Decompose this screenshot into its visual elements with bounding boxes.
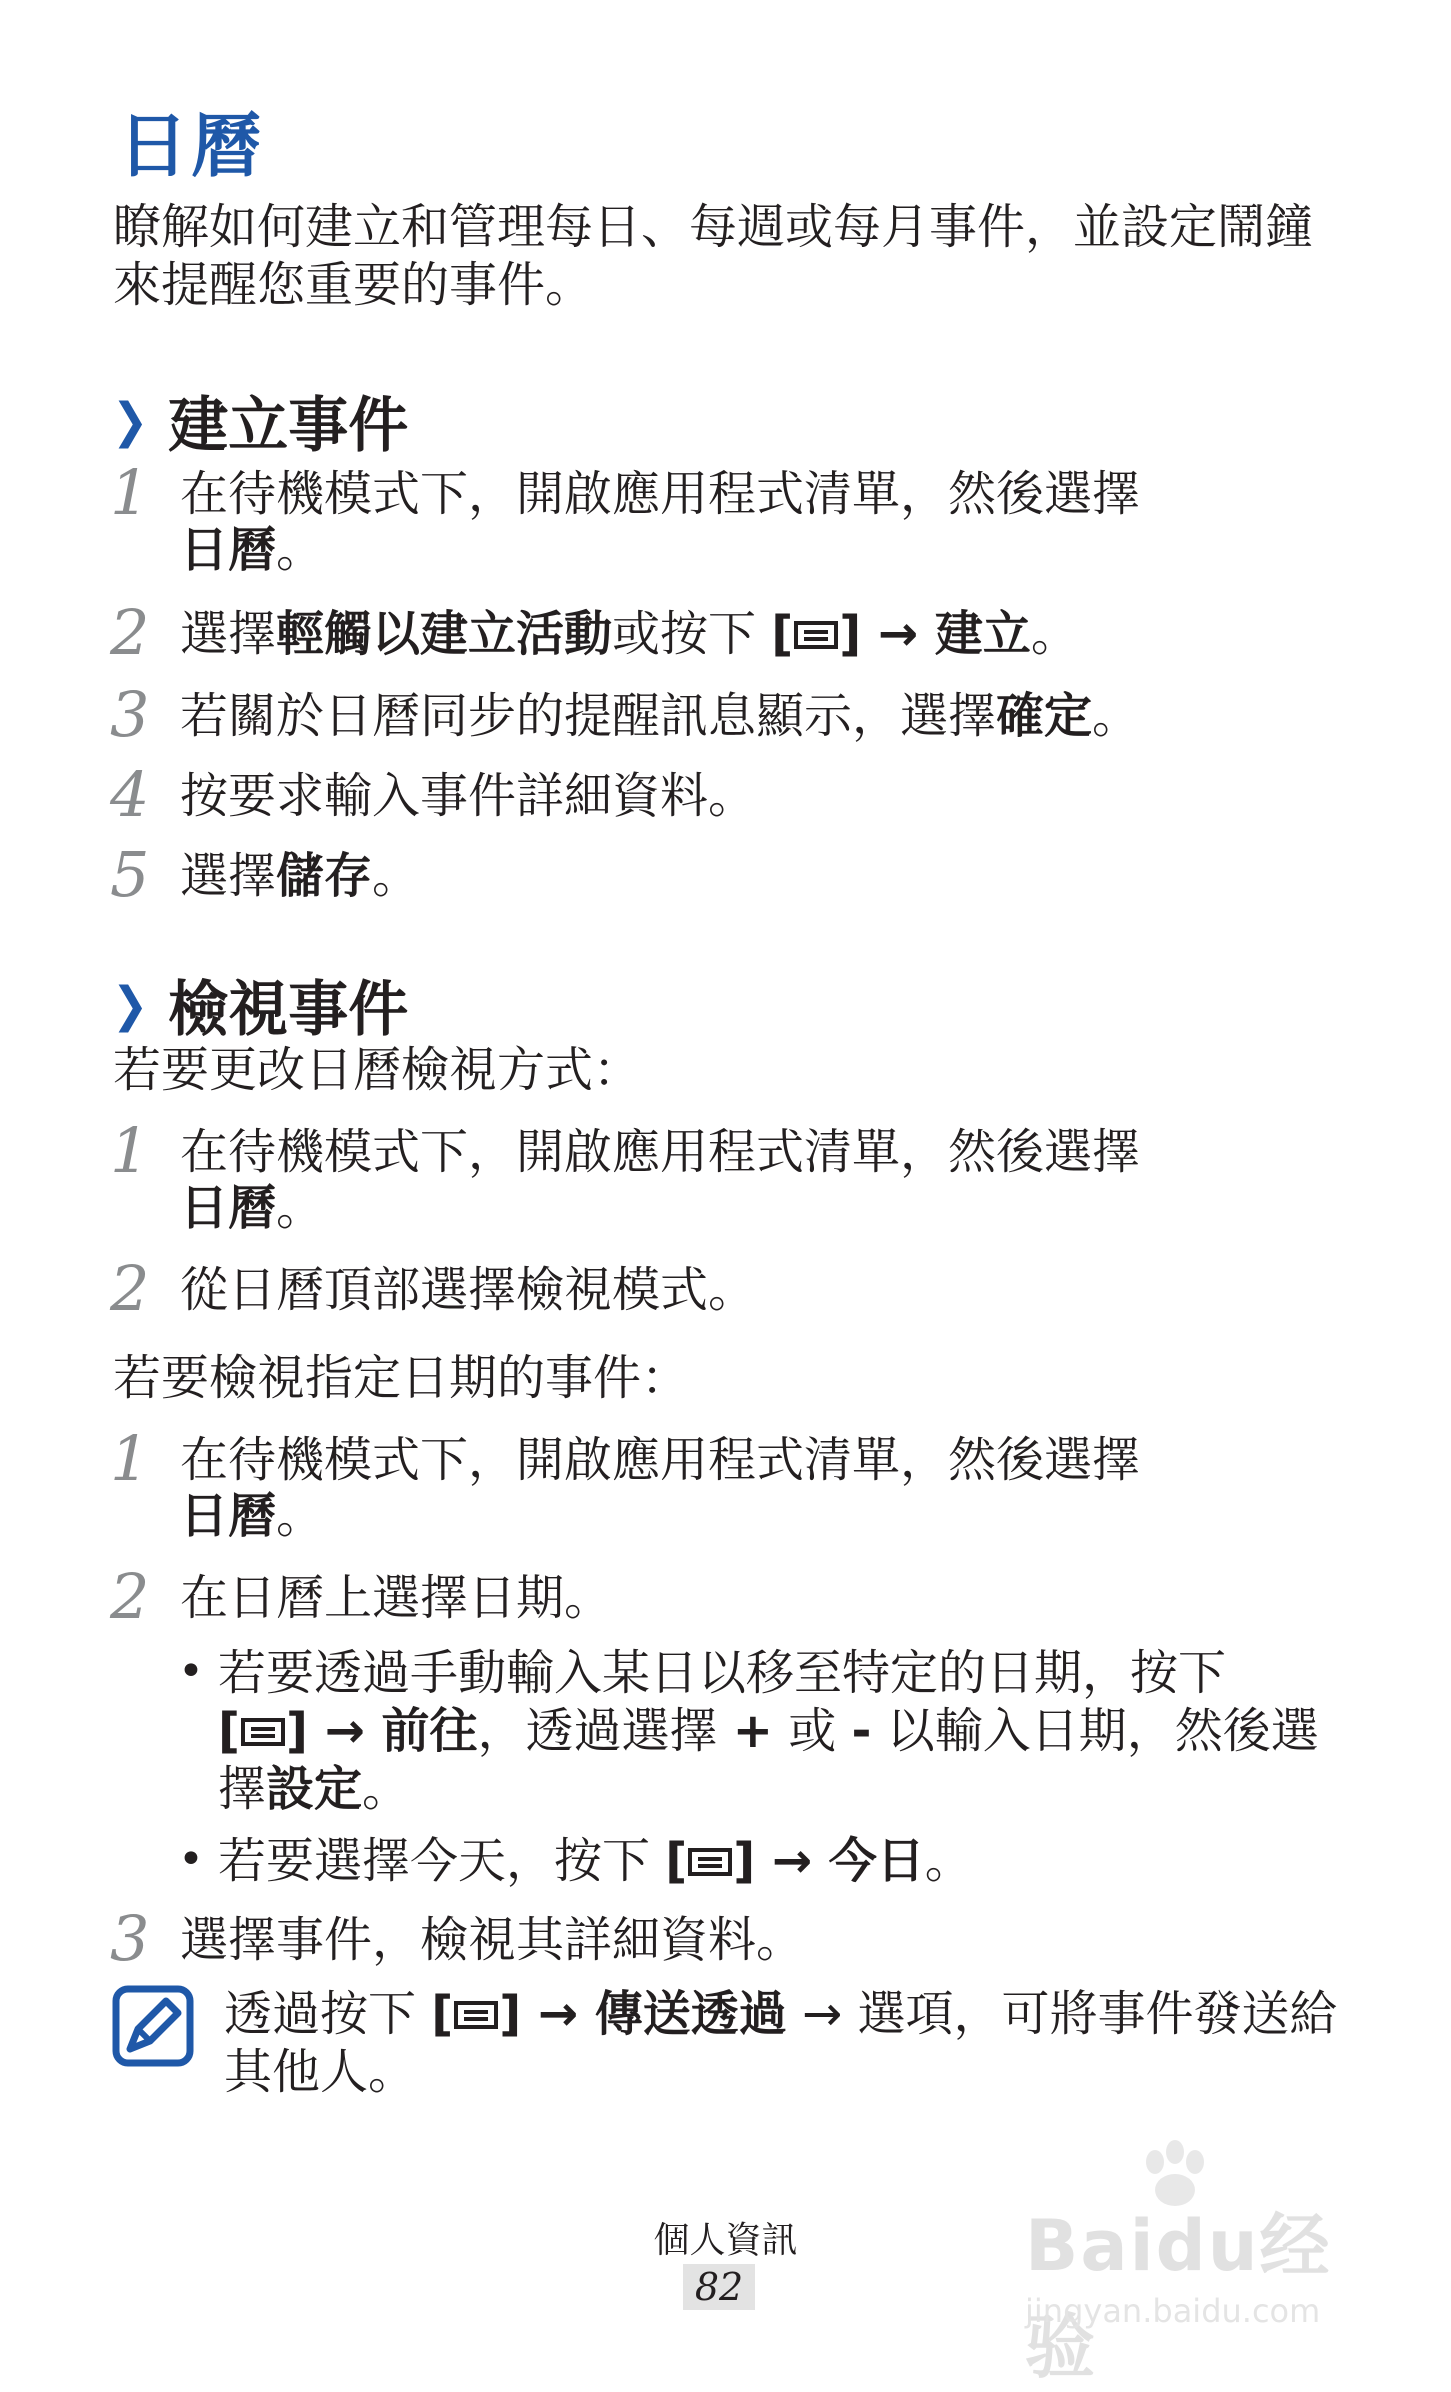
bracket: [ — [431, 1986, 454, 2042]
step-item — [110, 596, 1370, 669]
arrow-text: ] → — [499, 1986, 595, 2042]
bracket: [ — [218, 1703, 240, 1759]
step-number: 2 — [110, 1252, 150, 1325]
step-text: 在待機模式下，開啟應用程式清單，然後選擇 — [180, 1432, 1141, 1488]
ui-term: - — [851, 1703, 872, 1759]
section-title: 檢視事件 — [168, 975, 409, 1045]
section-heading-view-event — [110, 962, 408, 1048]
arrow-text: ] → — [733, 1833, 829, 1889]
menu-key-icon — [793, 606, 839, 662]
arrow-text: ] → — [839, 606, 935, 662]
bullet-item — [178, 1832, 1348, 1890]
step-number: 3 — [110, 678, 150, 751]
punct: 。 — [924, 1833, 973, 1889]
arrow-text: ] → — [285, 1703, 382, 1759]
lead-text: 若要更改日曆檢視方式： — [113, 1042, 642, 1098]
punct: 。 — [276, 1488, 325, 1544]
bullet-item — [178, 1644, 1348, 1818]
step-item — [110, 1560, 1370, 1633]
note-text: → 選項，可將事件發送給其他人。 — [224, 1986, 1338, 2100]
ui-term: 日曆 — [180, 522, 277, 578]
ui-term: 設定 — [266, 1761, 363, 1817]
step-number: 4 — [110, 758, 150, 831]
bullet-dot-icon: • — [178, 1834, 204, 1885]
menu-key-icon — [687, 1833, 733, 1889]
step-item — [110, 1902, 1370, 1975]
step-text: 或按下 — [612, 606, 772, 662]
step-number: 1 — [110, 1114, 150, 1187]
punct: 。 — [276, 1180, 325, 1236]
step-text: 選擇事件，檢視其詳細資料。 — [180, 1912, 805, 1968]
step-text: 選擇 — [180, 606, 277, 662]
step-text: 從日曆頂部選擇檢視模式。 — [180, 1262, 757, 1318]
step-text: 按要求輸入事件詳細資料。 — [180, 768, 757, 824]
step-number: 1 — [110, 1422, 150, 1495]
bullet-text: 若要選擇今天，按下 — [218, 1833, 666, 1889]
punct: 。 — [362, 1761, 411, 1817]
menu-key-icon — [453, 1986, 499, 2042]
ui-term: 輕觸以建立活動 — [276, 606, 613, 662]
bracket: [ — [771, 606, 794, 662]
bullet-text: 以輸入日期，然後選擇 — [218, 1703, 1319, 1817]
step-text: 選擇 — [180, 848, 277, 904]
step-number: 2 — [110, 596, 150, 669]
menu-key-icon — [240, 1703, 286, 1759]
watermark-logo-text: Baidu经验 — [1025, 2205, 1332, 2388]
bullet-text: 或 — [773, 1703, 852, 1759]
punct: 。 — [372, 848, 421, 904]
ui-term: + — [732, 1703, 774, 1759]
step-text: 若關於日曆同步的提醒訊息顯示，選擇 — [180, 688, 997, 744]
note-pencil-icon — [112, 1985, 224, 2101]
bullet-text: 若要透過手動輸入某日以移至特定的日期，按下 — [218, 1645, 1227, 1701]
step-item — [110, 1422, 1370, 1544]
step-item — [110, 456, 1370, 578]
page-number: 82 — [683, 2264, 755, 2310]
bracket: [ — [665, 1833, 688, 1889]
bullet-dot-icon: • — [178, 1646, 204, 1697]
ui-term: 建立 — [934, 606, 1031, 662]
intro-text: 瞭解如何建立和管理每日、每週或每月事件，並設定鬧鐘來提醒您重要的事件。 — [113, 199, 1314, 313]
ui-term: 今日 — [828, 1833, 925, 1889]
section-heading-create-event — [110, 378, 408, 464]
ui-term: 確定 — [996, 688, 1093, 744]
step-item — [110, 1114, 1370, 1236]
lead-text: 若要檢視指定日期的事件： — [113, 1350, 690, 1406]
watermark-url: jingyan.baidu.com — [1025, 2292, 1321, 2330]
step-number: 5 — [110, 838, 150, 911]
chevron-right-icon: ❯ — [112, 977, 149, 1033]
step-item — [110, 838, 1370, 911]
punct: 。 — [1092, 688, 1141, 744]
punct: 。 — [276, 522, 325, 578]
ui-term: 儲存 — [276, 848, 373, 904]
step-text: 在待機模式下，開啟應用程式清單，然後選擇 — [180, 1124, 1141, 1180]
step-number: 3 — [110, 1902, 150, 1975]
step-text: 在日曆上選擇日期。 — [180, 1570, 613, 1626]
step-number: 1 — [110, 456, 150, 529]
step-item — [110, 1252, 1370, 1325]
ui-term: 日曆 — [180, 1180, 277, 1236]
section-title: 建立事件 — [168, 391, 409, 461]
punct: 。 — [1030, 606, 1079, 662]
bullet-text: ，透過選擇 — [477, 1703, 733, 1759]
footer-section-label: 個人資訊 — [653, 2220, 798, 2261]
chevron-right-icon: ❯ — [112, 393, 149, 449]
step-text: 在待機模式下，開啟應用程式清單，然後選擇 — [180, 466, 1141, 522]
note-box — [112, 1985, 1362, 2101]
page-title: 日曆 — [118, 105, 264, 187]
watermark — [1015, 2140, 1375, 2388]
ui-term: 傳送透過 — [594, 1986, 787, 2042]
step-number: 2 — [110, 1560, 150, 1633]
step-item — [110, 758, 1370, 831]
ui-term: 前往 — [381, 1703, 478, 1759]
step-item — [110, 678, 1370, 751]
note-text: 透過按下 — [224, 1986, 432, 2042]
ui-term: 日曆 — [180, 1488, 277, 1544]
